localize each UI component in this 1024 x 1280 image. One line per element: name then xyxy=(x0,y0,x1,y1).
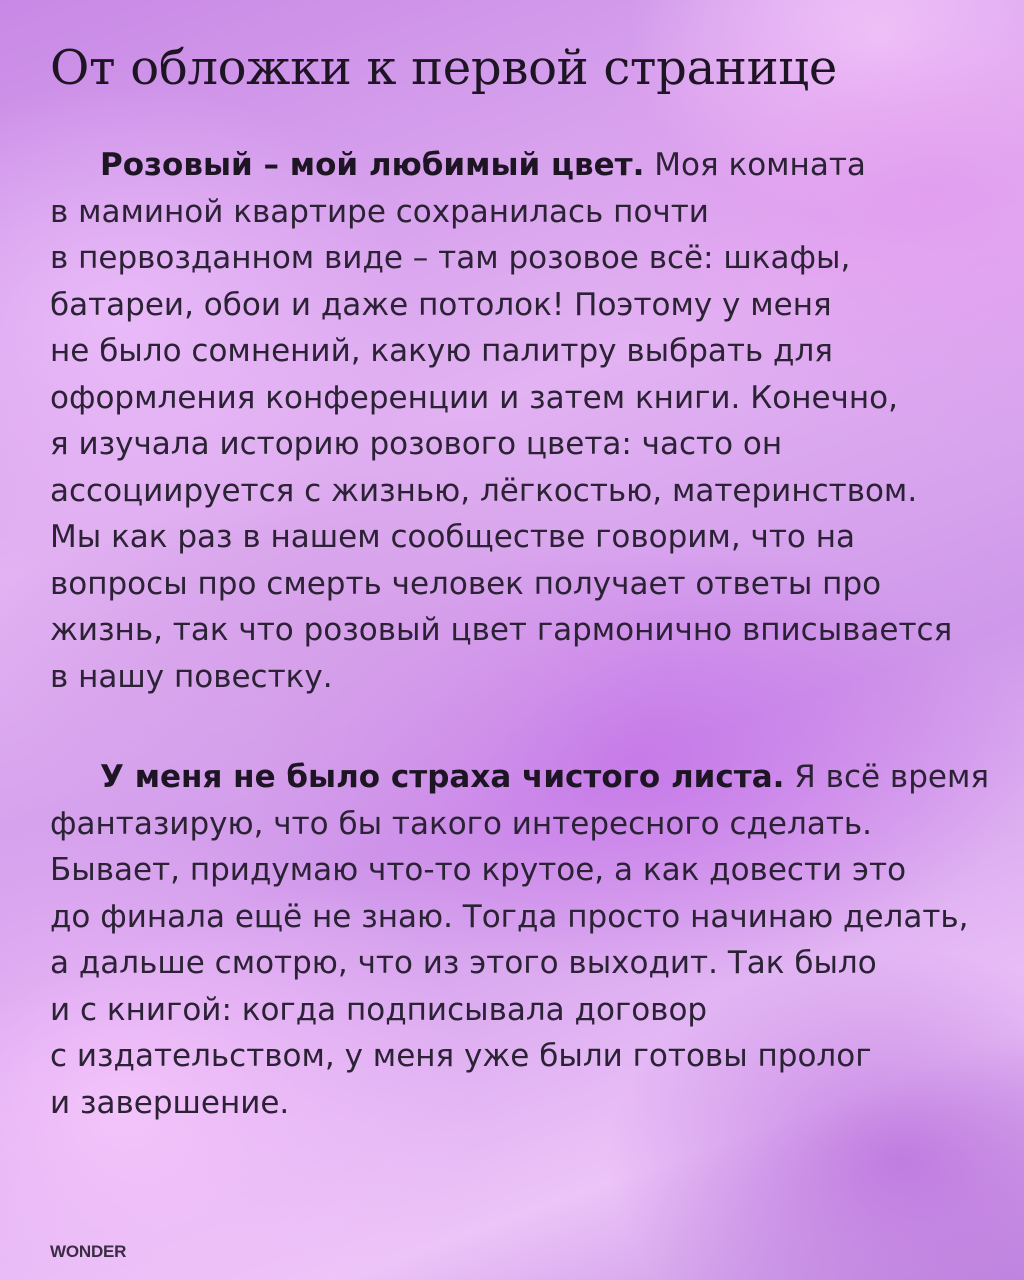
paragraph-line: я изучала историю розового цвета: часто он xyxy=(50,426,783,462)
paragraph-line: с издательством, у меня уже были готовы пролог xyxy=(50,1038,872,1074)
paragraph-line xyxy=(50,754,1000,801)
paragraph-line: Мы как раз в нашем сообществе говорим, что на xyxy=(50,519,855,555)
paragraph-line: до финала ещё не знаю. Тогда просто начинаю делать, xyxy=(50,898,969,935)
paragraph-line: в нашу повестку. xyxy=(50,658,333,695)
paragraph-line: в маминой квартире сохранилась почти xyxy=(50,193,709,230)
paragraph-line: и с книгой: когда подписывала договор xyxy=(50,991,708,1028)
paragraph-line: и завершение. xyxy=(50,1084,290,1121)
paragraph-line: оформления конференции и затем книги. Конечно, xyxy=(50,379,898,416)
paragraph-line xyxy=(50,142,1000,189)
paragraph-line: Бывает, придумаю что-то крутое, а как довести это xyxy=(50,852,907,888)
paragraph-line: ассоциируется с жизнью, лёгкостью, материнством. xyxy=(50,472,918,509)
paragraph-line-text: Моя комната xyxy=(644,147,866,183)
paragraph-line: батареи, обои и даже потолок! Поэтому у меня xyxy=(50,286,832,323)
paragraph-line: фантазирую, что бы такого интересного сделать. xyxy=(50,805,872,842)
paragraph-lead: У меня не было страха чистого листа. xyxy=(100,759,785,795)
paragraph-line: в первозданном виде – там розовое всё: шкафы, xyxy=(50,240,851,276)
paragraph-blank-page xyxy=(50,754,1000,1126)
paragraph-lead: Розовый – мой любимый цвет. xyxy=(100,147,645,183)
paragraph-pink-color xyxy=(50,142,1000,700)
paragraph-line-text: Я всё время xyxy=(784,759,989,795)
paragraph-line: не было сомнений, какую палитру выбрать для xyxy=(50,333,833,369)
paragraph-line: жизнь, так что розовый цвет гармонично вписывается xyxy=(50,612,953,648)
paragraph-line: а дальше смотрю, что из этого выходит. Так было xyxy=(50,945,877,981)
page-title: От обложки к первой странице xyxy=(50,40,837,96)
wonder-logo: WONDER xyxy=(50,1242,127,1261)
paragraph-line: вопросы про смерть человек получает ответы про xyxy=(50,565,882,602)
